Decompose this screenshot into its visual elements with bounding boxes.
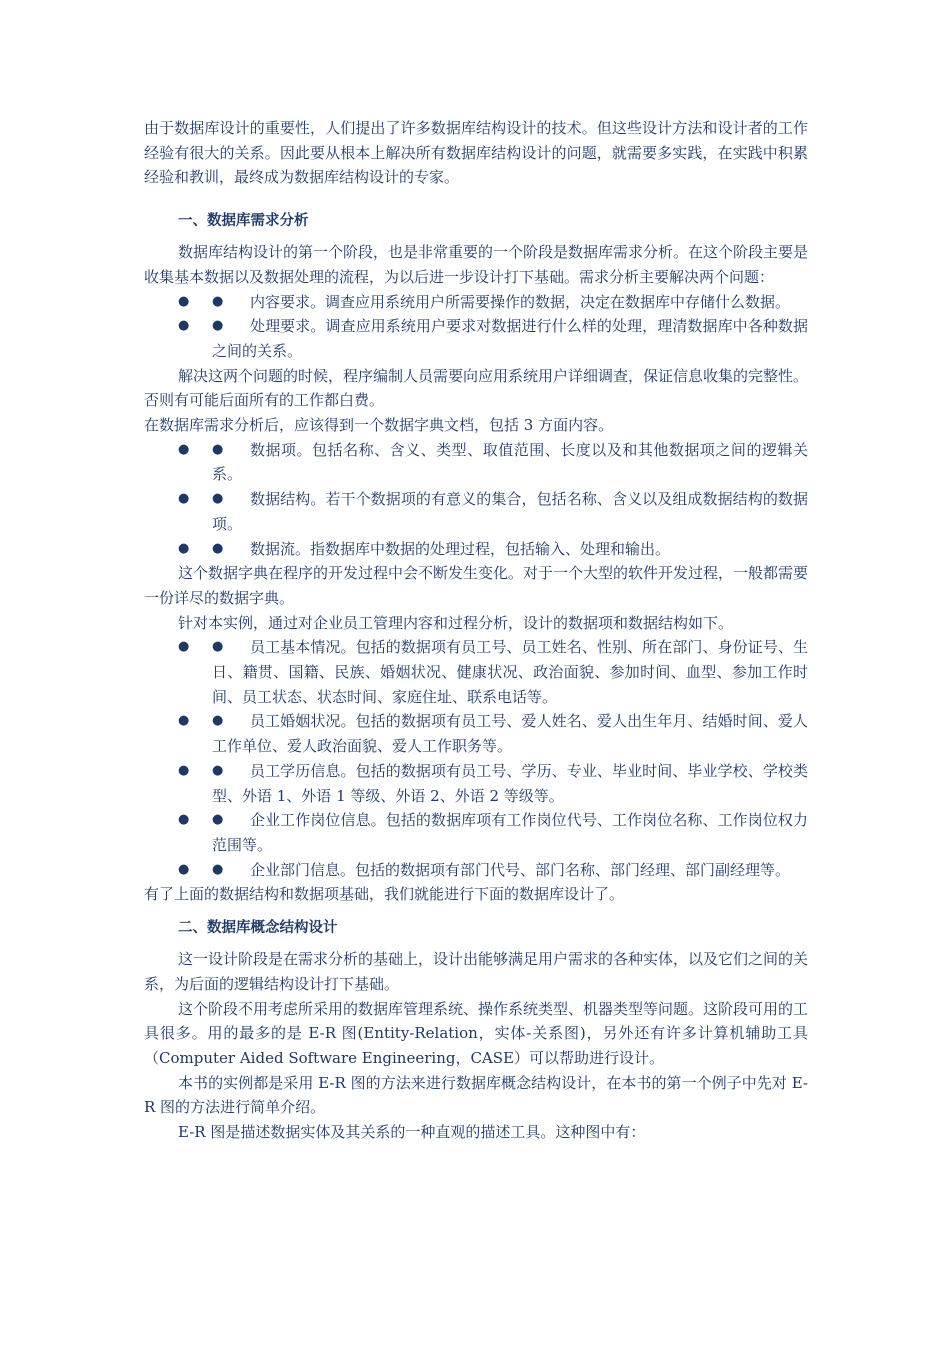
bullet-icon: ● xyxy=(178,713,190,729)
requirements-paragraph-1: 数据库结构设计的第一个阶段，也是非常重要的一个阶段是数据库需求分析。在这个阶段主要是收集基本数据以及数据处理的流程，为以后进一步设计打下基础。需求分析主要解决两个问题： xyxy=(144,243,809,286)
document-body xyxy=(144,116,808,1145)
conceptual-paragraph-1: 这一设计阶段是在需求分析的基础上，设计出能够满足用户需求的各种实体，以及它们之间的关系，为后面的逻辑结构设计打下基础。 xyxy=(144,950,809,993)
bullet-icon: ● xyxy=(212,491,224,507)
bullet-icon: ● xyxy=(212,713,224,729)
bullet-icon: ● xyxy=(212,318,224,334)
section-heading-requirements: 一、数据库需求分析 xyxy=(178,213,309,230)
list-item-text: 数据结构。若干个数据项的有意义的集合，包括名称、含义以及组成数据结构的数据项。 xyxy=(212,490,808,533)
bullet-icon: ● xyxy=(178,812,190,828)
requirements-paragraph-2: 解决这两个问题的时候，程序编制人员需要向应用系统用户详细调查，保证信息收集的完整性。否则有可能后面所有的工作都白费。 xyxy=(144,366,809,410)
list-item xyxy=(144,858,808,883)
list-item xyxy=(144,487,808,536)
bullet-icon: ● xyxy=(178,540,190,556)
conceptual-paragraph-3: 本书的实例都是采用 E-R 图的方法来进行数据库概念结构设计，在本书的第一个例子中先对 E-R 图的方法进行简单介绍。 xyxy=(144,1073,808,1117)
list-item-text: 内容要求。调查应用系统用户所需要操作的数据，决定在数据库中存储什么数据。 xyxy=(250,292,791,311)
bullet-icon: ● xyxy=(178,861,190,877)
list-item-text: 数据流。指数据库中数据的处理过程，包括输入、处理和输出。 xyxy=(250,539,671,558)
list-item xyxy=(144,290,808,315)
conceptual-paragraph-4: E-R 图是描述数据实体及其关系的一种直观的描述工具。这种图中有： xyxy=(178,1123,646,1142)
list-item xyxy=(144,759,808,808)
list-item-text: 企业工作岗位信息。包括的数据库项有工作岗位代号、工作岗位名称、工作岗位权力范围等。 xyxy=(212,811,808,854)
requirements-paragraph-5: 针对本实例，通过对企业员工管理内容和过程分析，设计的数据项和数据结构如下。 xyxy=(178,613,734,632)
requirements-paragraph-3: 在数据库需求分析后，应该得到一个数据字典文档，包括 3 方面内容。 xyxy=(144,416,614,435)
section-heading-conceptual-design: 二、数据库概念结构设计 xyxy=(178,920,338,937)
list-item xyxy=(144,709,808,758)
list-item xyxy=(144,808,808,857)
bullet-icon: ● xyxy=(178,491,190,507)
bullet-icon: ● xyxy=(212,639,224,655)
bullet-icon: ● xyxy=(178,318,190,334)
bullet-icon: ● xyxy=(178,441,190,457)
bullet-icon: ● xyxy=(178,639,190,655)
list-item-text: 员工婚姻状况。包括的数据项有员工号、爱人姓名、爱人出生年月、结婚时间、爱人工作单位、爱人政治面貌、爱人工作职务等。 xyxy=(212,712,808,756)
list-item-text: 员工学历信息。包括的数据项有员工号、学历、专业、毕业时间、毕业学校、学校类型、外语 1、外语 1 等级、外语 2、外语 2 等级等。 xyxy=(212,761,808,805)
bullet-icon: ● xyxy=(212,540,224,556)
bullet-icon: ● xyxy=(212,293,224,309)
list-item xyxy=(144,537,808,562)
list-item-text: 处理要求。调查应用系统用户要求对数据进行什么样的处理，理清数据库中各种数据之间的关系。 xyxy=(212,317,808,360)
list-item xyxy=(144,314,808,363)
bullet-icon: ● xyxy=(212,762,224,778)
list-item-text: 企业部门信息。包括的数据项有部门代号、部门名称、部门经理、部门副经理等。 xyxy=(250,860,791,879)
requirements-paragraph-4: 这个数据字典在程序的开发过程中会不断发生变化。对于一个大型的软件开发过程，一般都需要一份详尽的数据字典。 xyxy=(144,564,809,607)
list-item-text: 数据项。包括名称、含义、类型、取值范围、长度以及和其他数据项之间的逻辑关系。 xyxy=(212,440,808,484)
bullet-icon: ● xyxy=(212,812,224,828)
bullet-icon: ● xyxy=(212,441,224,457)
requirements-paragraph-6: 有了上面的数据结构和数据项基础，我们就能进行下面的数据库设计了。 xyxy=(144,885,625,904)
list-item-text: 员工基本情况。包括的数据项有员工号、员工姓名、性别、所在部门、身份证号、生日、籍贯、国籍、民族、婚姻状况、健康状况、政治面貌、参加时间、血型、参加工作时间、员工状态、状态时间、家庭住址、联系电话等。 xyxy=(212,638,808,706)
conceptual-paragraph-2: 这个阶段不用考虑所采用的数据库管理系统、操作系统类型、机器类型等问题。这阶段可用的工具很多。用的最多的是 E-R 图(Entity-Relation，实体-关系图)，另外还有许多计算机辅助工具（Computer Aided Software Engineering，CASE）可以帮助进行设计。 xyxy=(144,999,809,1067)
bullet-icon: ● xyxy=(178,762,190,778)
bullet-icon: ● xyxy=(178,293,190,309)
list-item xyxy=(144,635,808,709)
intro-paragraph: 由于数据库设计的重要性，人们提出了许多数据库结构设计的技术。但这些设计方法和设计者的工作经验有很大的关系。因此要从根本上解决所有数据库结构设计的问题，就需要多实践，在实践中积累经验和教训，最终成为数据库结构设计的专家。 xyxy=(144,119,808,187)
list-item xyxy=(144,438,808,487)
bullet-icon: ● xyxy=(212,861,224,877)
